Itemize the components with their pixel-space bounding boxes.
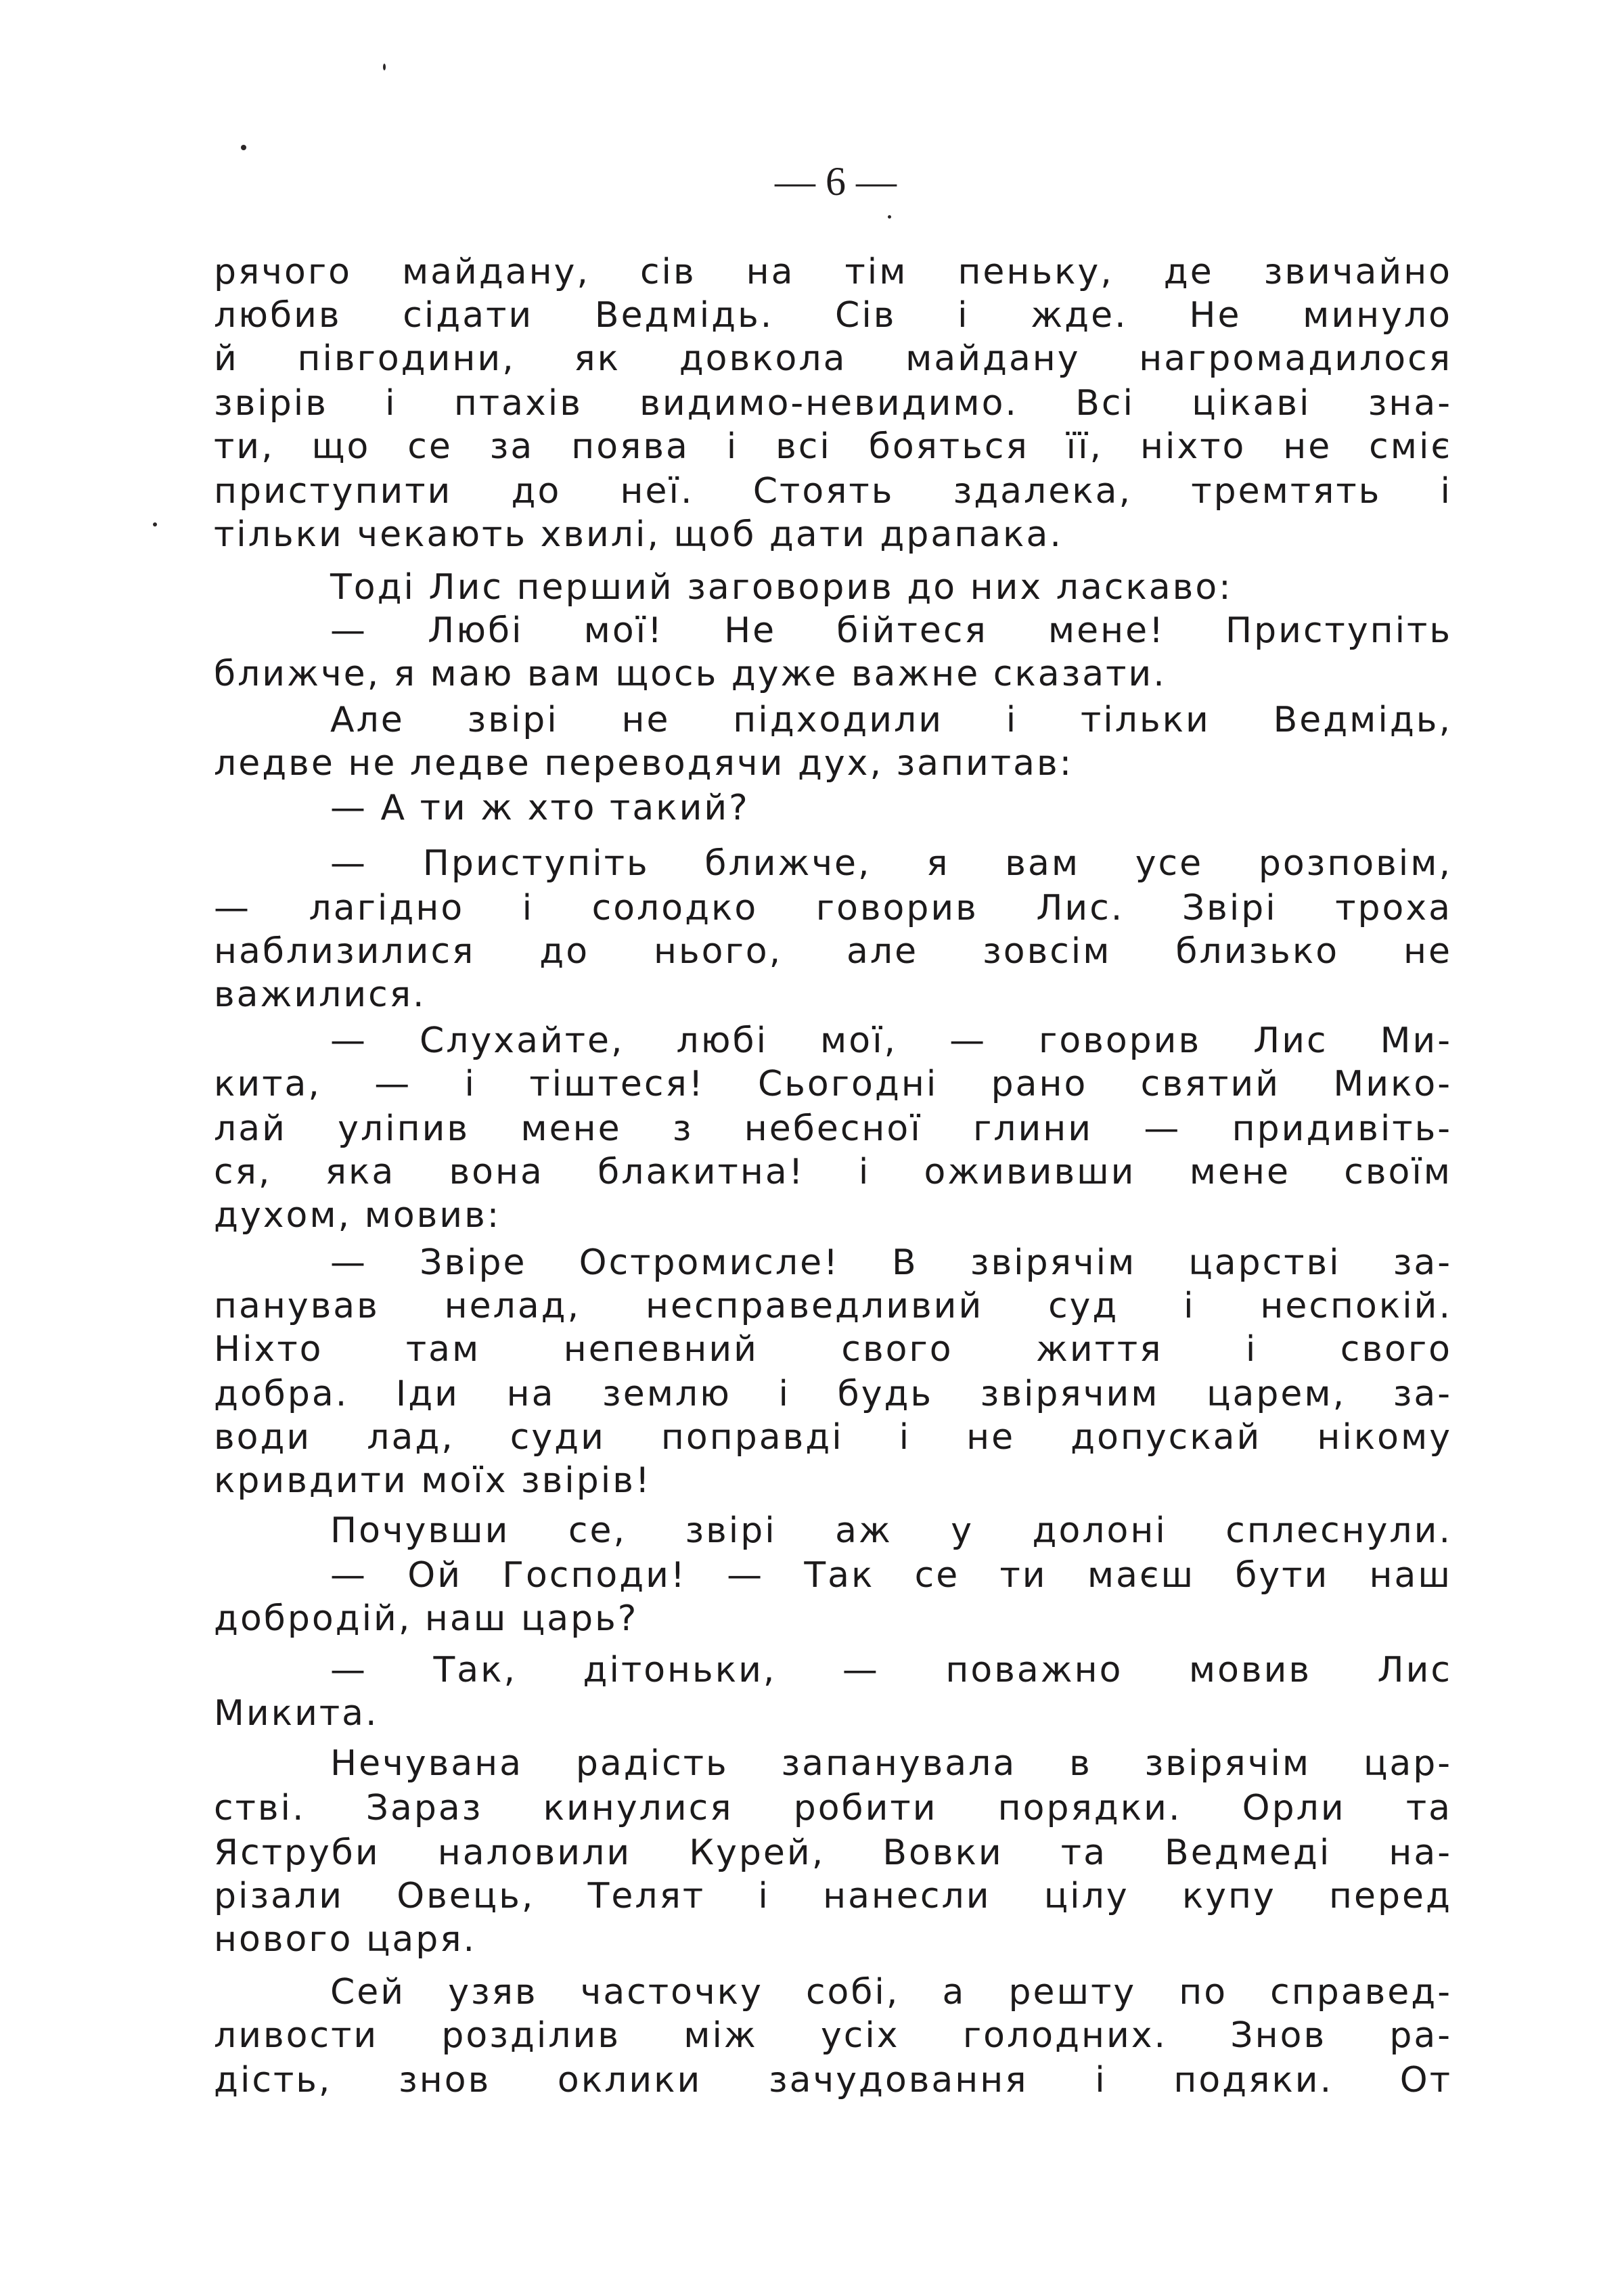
text-line: — Звіре Остромисле! В звірячім царстві за- <box>330 1242 1452 1283</box>
text-line: лай уліпив мене з небесної глини — придивіть- <box>214 1108 1452 1149</box>
text-line: тільки чекають хвилі, щоб дати драпака. <box>214 514 1063 555</box>
print-speck <box>241 145 246 150</box>
text-line: духом, мовив: <box>214 1195 501 1236</box>
print-speck <box>153 522 157 526</box>
text-line: панував нелад, несправедливий суд і неспокій. <box>214 1286 1452 1326</box>
text-line: — А ти ж хто такий? <box>330 788 750 828</box>
text-line: наблизилися до нього, але зовсім близько не <box>214 931 1452 972</box>
text-line: ти, що се за поява і всі бояться її, ніхто не сміє <box>214 426 1452 467</box>
text-line: різали Овець, Телят і нанесли цілу купу перед <box>214 1876 1452 1916</box>
print-speck <box>383 64 386 70</box>
text-line: добродій, наш царь? <box>214 1598 639 1639</box>
text-line: любив сідати Ведмідь. Сів і жде. Не минуло <box>214 295 1452 336</box>
text-line: добра. Іди на землю і будь звірячим царем, за- <box>214 1374 1452 1414</box>
text-line: — Ой Господи! — Так се ти маєш бути наш <box>330 1555 1452 1596</box>
text-line: води лад, суди поправді і не допускай нікому <box>214 1417 1452 1458</box>
text-line: нового царя. <box>214 1919 477 1960</box>
print-speck <box>888 215 891 219</box>
text-line: Яструби наловили Курей, Вовки та Ведмеді на- <box>214 1833 1452 1873</box>
text-line: ледве не ледве переводячи дух, запитав: <box>214 743 1074 784</box>
text-line: — Слухайте, любі мої, — говорив Лис Ми- <box>330 1020 1452 1061</box>
text-line: дість, знов оклики зачудовання і подяки. От <box>214 2060 1452 2100</box>
text-line: Микита. <box>214 1693 379 1734</box>
text-line: звірів і птахів видимо-невидимо. Всі цікаві зна- <box>214 383 1452 424</box>
text-line: ся, яка вона блакитна! і ожививши мене своїм <box>214 1152 1452 1192</box>
text-line: Ніхто там непевний свого життя і свого <box>214 1329 1452 1370</box>
text-line: важилися. <box>214 974 426 1015</box>
text-line: рячого майдану, сів на тім пеньку, де звичайно <box>214 252 1452 292</box>
text-line: — Так, дітоньки, — поважно мовив Лис <box>330 1650 1452 1690</box>
page-number: — 6 — <box>775 159 897 204</box>
text-line: — Приступіть ближче, я вам усе розповім, <box>330 843 1452 884</box>
text-line: приступити до неї. Стоять здалека, тремтять і <box>214 471 1452 512</box>
text-line: Тоді Лис перший заговорив до них ласкаво: <box>330 567 1233 608</box>
text-line: кривдити моїх звірів! <box>214 1460 652 1501</box>
text-line: Сей узяв часточку собі, а решту по справед- <box>330 1972 1452 2013</box>
text-line: — лагідно і солодко говорив Лис. Звірі троха <box>214 888 1452 928</box>
text-line: — Любі мої! Не бійтеся мене! Приступіть <box>330 610 1452 651</box>
text-line: Почувши се, звірі аж у долоні сплеснули. <box>330 1510 1452 1551</box>
text-line: й півгодини, як довкола майдану нагромадилося <box>214 338 1452 379</box>
text-line: стві. Зараз кинулися робити порядки. Орли та <box>214 1788 1452 1828</box>
text-line: Нечувана радість запанувала в звірячім цар- <box>330 1743 1452 1784</box>
text-line: кита, — і тіштеся! Сьогодні рано святий Мико- <box>214 1064 1452 1104</box>
text-line: ближче, я маю вам щось дуже важне сказати. <box>214 654 1167 694</box>
text-line: ливости розділив між усіх голодних. Знов ра- <box>214 2015 1452 2056</box>
text-line: Але звірі не підходили і тільки Ведмідь, <box>330 700 1452 740</box>
